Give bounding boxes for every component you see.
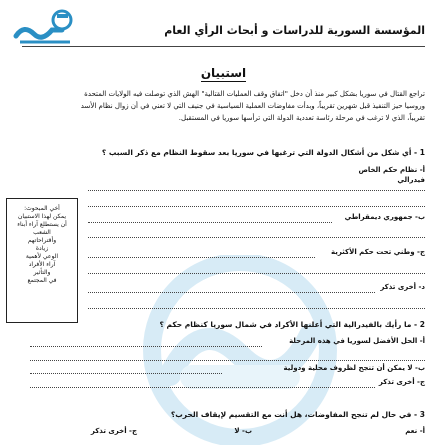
answer-line[interactable] (88, 257, 315, 258)
answer-line[interactable] (30, 360, 425, 361)
note-line: في المجتمع (27, 277, 57, 284)
answer-line[interactable] (30, 346, 262, 347)
header-title: المؤسسة السورية للدراسات و أبحاث الرأي العام (164, 24, 425, 37)
intro-line: تراجع القتال في سوريا بشكل كبير منذ أن دخل "اتفاق وقف العمليات القتالية" الهش الذي توصلت فيه الولايات المتحدة (84, 90, 425, 98)
answer-line[interactable] (88, 206, 425, 207)
note-line: وأقتراحاتهم (27, 237, 57, 244)
answer-line[interactable] (88, 222, 332, 223)
note-line: الوعي لأهمية (25, 253, 59, 260)
answer-line[interactable] (88, 237, 425, 238)
note-line: والتأثير (33, 269, 51, 276)
intro-paragraph (22, 88, 425, 124)
note-line: زيادة (35, 245, 49, 252)
question-1-option-d: د- أخرى تذكر (380, 283, 425, 291)
document-title: استبيان (200, 66, 247, 80)
question-3-option-c: ج- أخرى تذكر (90, 427, 137, 435)
question-1-text: 1 - أي شكل من أشكال الدولة التي ترغبها في سوريا بعد سقوط النظام مع ذكر السبب ؟ (101, 148, 425, 157)
answer-line[interactable] (88, 292, 375, 293)
question-3-option-a: أ- نعم (405, 427, 425, 435)
note-line: آراء الأفراد (28, 261, 56, 268)
answer-line[interactable] (88, 308, 425, 309)
answer-line[interactable] (88, 190, 425, 191)
intro-line: وروسيا حيز التنفيذ قبل شهرين تقريباً، وبدأت مفاوضات العملية السياسية في جنيف التي لا تعني في أن زوال نظام الأسد (80, 102, 425, 110)
intro-line: تقريباً، الذي لا ترغب في مرحلة رئاسة تعددية الدولة التي ترأسها سوريا في المستقبل. (178, 114, 425, 122)
note-line: الشعب (33, 229, 51, 236)
note-line: يمكن لهذا الاستبيان (17, 213, 67, 220)
question-3-option-b: ب- لا (234, 427, 252, 435)
question-1-option-c: ج- وطني تحت حكم الأكثرية (330, 248, 425, 256)
note-line: أخي المبحوث: (24, 205, 60, 212)
question-3-text: 3 - في حال لم تنجح المفاوضات، هل أنت مع التقسيم لإيقاف الحرب؟ (170, 410, 425, 419)
header-divider (22, 46, 425, 47)
note-line: أن يستطلع آراء أبناء (17, 221, 67, 228)
question-2-option-b: ب- لا يمكن أن تنجح لظروف محلية ودولية (283, 364, 425, 372)
question-1-option-b: ب- جمهوري ديمقراطي (344, 213, 425, 221)
answer-line[interactable] (30, 373, 222, 374)
question-2-option-a: أ- الحل الأفضل لسوريا في هذه المرحلة (289, 337, 425, 345)
question-2-text: 2 - ما رأيك بالفيدرالية التي أعلنها الأكراد في شمال سوريا كنظام حكم ؟ (159, 320, 425, 329)
respondent-note-box (6, 198, 78, 323)
organization-logo (10, 6, 80, 46)
question-2-option-c: ج- أخرى تذكر (378, 378, 425, 386)
question-1-option-a: أ- نظام حكم الخاص (358, 166, 425, 174)
answer-line[interactable] (30, 387, 375, 388)
question-1-option-a-detail: فيدرالي (397, 176, 425, 184)
answer-line[interactable] (88, 273, 425, 274)
